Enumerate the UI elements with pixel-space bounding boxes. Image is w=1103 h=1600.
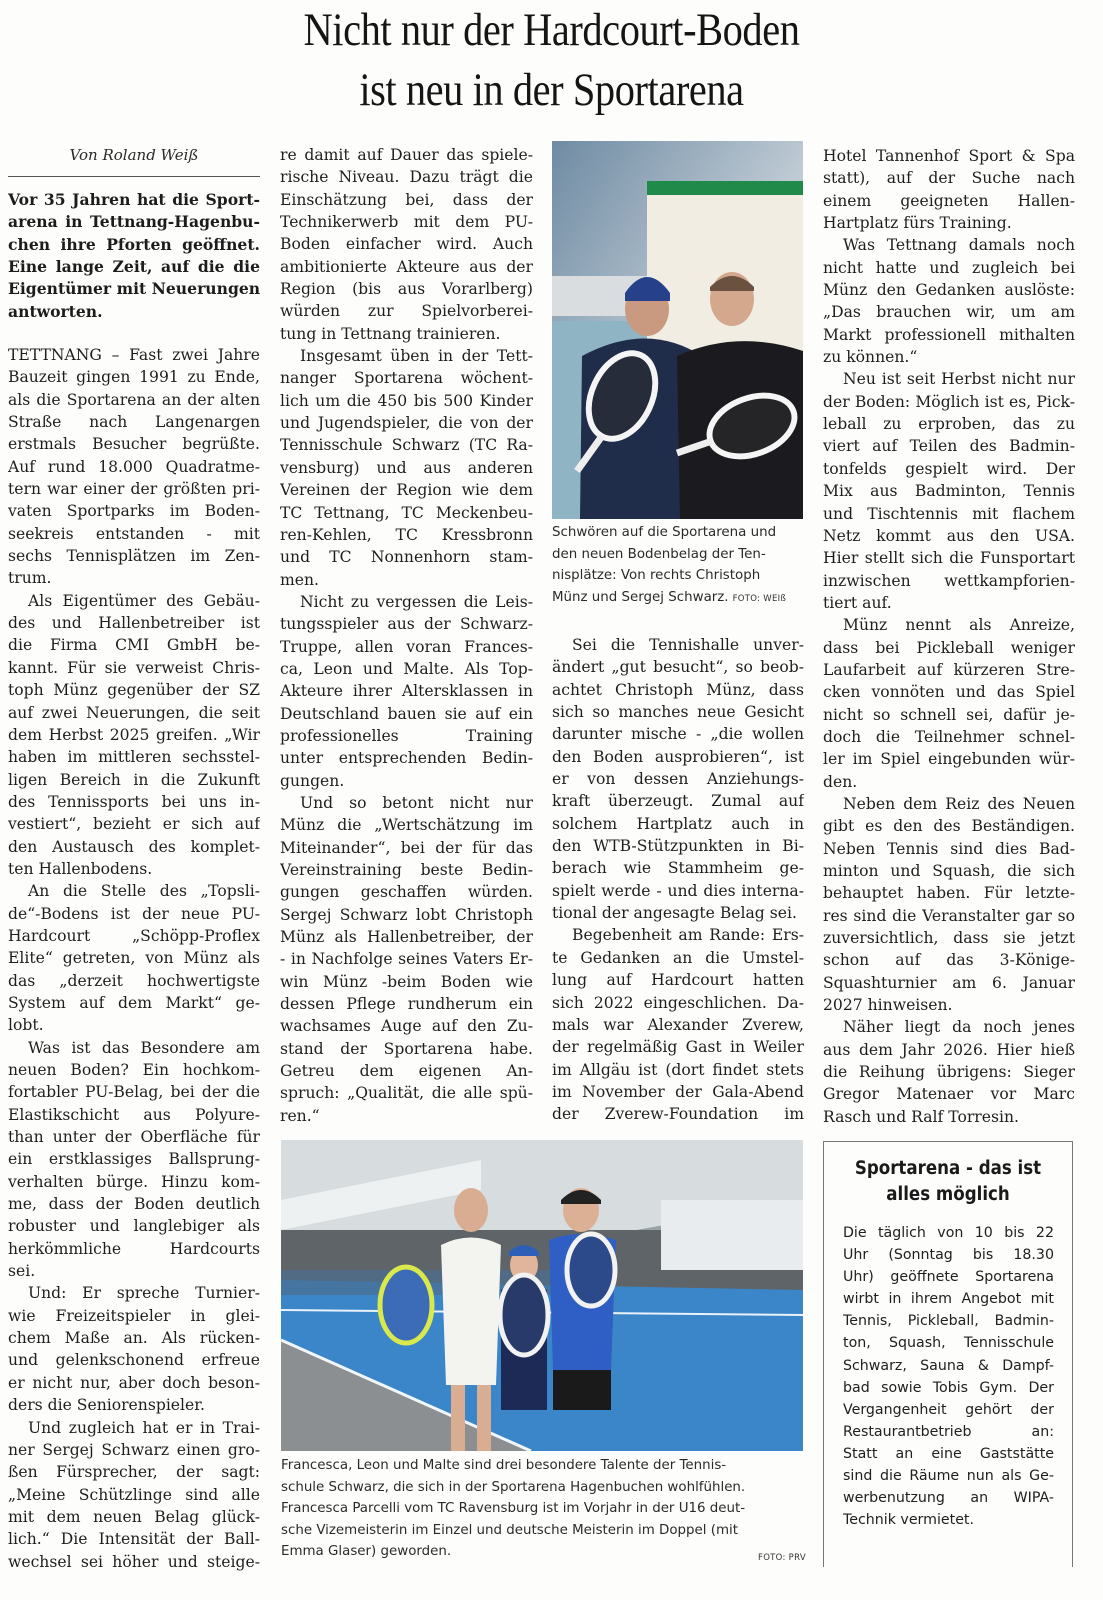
text-line: fortabler PU-Belag, bei der die — [8, 1083, 260, 1102]
text-line: Bauzeit gingen 1991 zu Ende, — [8, 368, 260, 387]
text-line: cken vonnöten und das Spiel — [823, 683, 1075, 702]
text-line: tern war einer der größten pri- — [8, 480, 260, 499]
text-line: Münz die „Wertschätzung im — [280, 816, 533, 835]
photo-caption — [552, 522, 804, 610]
text-line: einem geeigneten Hallen- — [823, 191, 1075, 210]
lead-paragraph — [8, 189, 260, 323]
text-line: Netz kommt aus den USA. — [823, 526, 1075, 545]
text-line: „Das brauchen wir, um am — [823, 303, 1075, 322]
text-line: den Austausch des komplet- — [8, 837, 260, 856]
article-column-1 — [8, 344, 260, 1573]
headline-line: ist neu in der Sportarena — [359, 64, 744, 116]
text-line: win Münz -beim Boden wie — [280, 972, 533, 991]
text-line: ligen Bereich in die Zukunft — [8, 770, 260, 789]
text-line: „Meine Schützlinge sind alle — [8, 1485, 260, 1504]
text-line: der regelmäßig Gast in Weiler — [552, 1038, 804, 1057]
text-line: des und Hallenbetreiber ist — [8, 614, 260, 633]
text-line: wachsames Auge auf den Zu- — [280, 1017, 533, 1036]
text-line: sich so manches neue Gesicht — [552, 703, 804, 722]
text-line: Hartplatz fürs Training. — [823, 214, 1012, 233]
text-line: Tennisschule Schwarz (TC Ra- — [280, 436, 533, 455]
lead-line: arena in Tettnang-Hagenbu- — [8, 212, 260, 232]
info-box-line: Uhr (Sonntag bis 18.30 — [843, 1247, 1054, 1264]
text-line: re damit auf Dauer das spiele- — [280, 146, 533, 164]
info-box-line: Schwarz, Sauna & Dampf- — [843, 1357, 1054, 1374]
text-line: wie Freizeitspieler in glei- — [8, 1306, 260, 1325]
text-line: Akteure ihrer Altersklassen in — [280, 682, 533, 701]
info-box-line: Tennis, Pickleball, Badmin- — [843, 1313, 1054, 1330]
text-line: neuen Boden? Ein hochkom- — [8, 1061, 260, 1079]
text-line: erstmals Besucher begrüßte. — [8, 435, 260, 454]
text-line: ambitionierte Akteure aus der — [280, 257, 533, 276]
info-box-line: sind die Räume nun als Ge- — [843, 1468, 1054, 1485]
text-line: dem Herbst 2025 greifen. „Wir — [8, 725, 260, 744]
text-line: lich.“ Die Intensität der Ball- — [8, 1530, 260, 1549]
text-line: mals war Alexander Zverew, — [552, 1015, 804, 1034]
text-line: System auf dem Markt“ ge- — [8, 993, 260, 1012]
caption-line: Emma Glaser) geworden. — [281, 1544, 452, 1559]
text-line: Boden einfacher wird. Auch — [280, 235, 533, 254]
text-line: de“-Bodens ist der neue PU- — [8, 904, 260, 923]
text-line: Münz den Gedanken auslöste: — [823, 281, 1075, 300]
text-line: ein erstklassiges Ballsprung- — [8, 1150, 260, 1169]
text-line: men. — [280, 570, 320, 589]
text-line: würden zur Spielvorberei- — [280, 302, 533, 321]
text-line: Sergej Schwarz lobt Christoph — [280, 905, 533, 924]
text-line: die Firma CMI GmbH be- — [8, 636, 260, 655]
photo-credit: FOTO: WEIß — [732, 593, 787, 604]
headline-line: Nicht nur der Hardcourt-Boden — [303, 4, 800, 56]
text-line: Neu ist seit Herbst nicht nur — [843, 370, 1075, 389]
text-line: - in Nachfolge seines Vaters Er- — [280, 950, 533, 969]
text-line: Als Eigentümer des Gebäu- — [28, 591, 260, 610]
text-line: Technikerwerb mit dem PU- — [280, 213, 533, 232]
text-line: Und zugleich hat er in Trai- — [28, 1418, 260, 1437]
text-line: ders die Seniorenspieler. — [8, 1396, 205, 1415]
text-line: der Boden: Möglich ist es, Pick- — [823, 392, 1075, 411]
article-column-4 — [823, 145, 1075, 1128]
text-line: chem Maße an. Als rücken- — [8, 1329, 260, 1348]
text-line: Nicht zu vergessen die Leis- — [300, 592, 533, 611]
text-line: Laufarbeit auf kürzeren Stre- — [823, 660, 1075, 679]
text-line: gungen geschaffen würden. — [280, 883, 533, 902]
text-line: 2027 hinweisen. — [823, 996, 953, 1015]
text-line: Begebenheit am Rande: Ers- — [572, 926, 804, 945]
text-line: doch die Teilnehmer schnel- — [823, 727, 1075, 746]
text-line: me, dass der Boden deutlich — [8, 1195, 260, 1214]
text-line: lobt. — [8, 1016, 44, 1035]
text-line: minton und Squash, die sich — [823, 862, 1075, 880]
text-line: im November der Gala-Abend — [552, 1082, 804, 1101]
text-line: te Gedanken an die Umstel- — [552, 948, 804, 967]
text-line: spruch: „Qualität, die alle spü- — [280, 1084, 533, 1103]
text-line: und Jugendspieler, die von der — [280, 414, 533, 433]
caption-line-text: Münz und Sergej Schwarz. — [552, 589, 729, 605]
lead-line: chen ihre Pforten geöffnet. — [8, 234, 260, 254]
text-line: nicht so schnell sei, dafür je- — [823, 705, 1075, 724]
text-line: nicht hatte und zugleich bei — [823, 258, 1075, 277]
photo-caption — [281, 1455, 806, 1563]
text-line: gungen. — [280, 771, 345, 790]
text-line: im Allgäu ist (dort findet stets — [552, 1060, 804, 1079]
text-line: Münz nennt als Anreize, — [843, 616, 1075, 635]
text-line: des Tennissports bei uns in- — [8, 792, 260, 811]
text-line: Einschätzung bei, dass der — [280, 190, 533, 209]
text-line: TC Tettnang, TC Meckenbeu- — [280, 503, 533, 522]
text-line: Deutschland bauen sie auf ein — [280, 704, 533, 723]
text-line: Vereinen der Region wie dem — [280, 481, 533, 500]
text-line: Vereinstraining beste Bedin- — [280, 861, 533, 879]
text-line: than unter der Oberfläche für — [8, 1128, 260, 1147]
text-line: tiert auf. — [823, 593, 892, 612]
text-line: sich 2022 eingeschlichen. Da- — [552, 993, 804, 1012]
headline — [77, 0, 1026, 120]
article-column-2 — [280, 144, 533, 1127]
text-line: Hotel Tannenhof Sport & Spa — [823, 147, 1075, 165]
text-line: Neben Tennis sind dies Bad- — [823, 839, 1075, 858]
text-line: vestiert“, bezieht er sich auf — [8, 815, 260, 834]
caption-line: Francesca, Leon und Malte sind drei besondere Talente der Tennis- — [281, 1458, 727, 1473]
text-line: Miteinander“, bei der für das — [280, 838, 533, 857]
text-line: stand der Sportarena habe. — [280, 1039, 533, 1058]
text-line: ändert „gut besucht“, so beob- — [552, 658, 804, 677]
text-line: den WTB-Stützpunkten in Bi- — [552, 837, 804, 856]
photo-image — [281, 1140, 803, 1451]
photo-image — [552, 141, 803, 519]
text-line: schon auf das 3-Könige- — [823, 951, 1075, 970]
text-line: haben im mittleren sechsstel- — [8, 748, 260, 767]
text-line: Was Tettnang damals noch — [843, 236, 1075, 255]
text-line: kannt. Für sie verweist Chris- — [8, 658, 260, 677]
text-line: Truppe, allen voran Frances- — [280, 637, 533, 656]
text-line: zu können.“ — [823, 348, 918, 367]
text-line: auf zwei Neuerungen, die seit — [8, 703, 260, 722]
info-box-line: wirbt in ihrem Angebot mit — [843, 1291, 1054, 1308]
text-line: Region (bis aus Vorarlberg) — [280, 280, 533, 299]
text-line: Squashturnier am 6. Januar — [823, 973, 1075, 992]
text-line: statt), auf der Suche nach — [823, 169, 1075, 188]
text-line: res sind die Veranstalter gar so — [823, 906, 1075, 925]
text-line: vaten Sportparks im Boden- — [8, 502, 260, 521]
text-line: ren-Kehlen, TC Kressbronn — [280, 525, 533, 544]
text-line: ten Hallenbodens. — [8, 859, 153, 878]
info-box-line: Uhr) geöffnete Sportarena — [843, 1269, 1054, 1286]
info-box-line: Statt an eine Gaststätte — [843, 1445, 1054, 1462]
caption-line: den neuen Bodenbelag der Ten- — [552, 546, 766, 562]
text-line: und Tischtennis mit flachem — [823, 504, 1075, 523]
caption-line: nisplätze: Von rechts Christoph — [552, 568, 761, 583]
text-line: ca, Leon und Malte. Als Top- — [280, 659, 533, 678]
text-line: wechsel sei höher und steige- — [8, 1552, 260, 1571]
info-box-line: ton, Squash, Tennisschule — [843, 1335, 1054, 1352]
text-line: toph Münz gegenüber der SZ — [8, 681, 260, 700]
text-line: Straße nach Langenargen — [8, 413, 260, 432]
text-line: tional der angesagte Belag sei. — [552, 904, 797, 923]
text-line: ler im Spiel eingebunden wür- — [823, 750, 1075, 769]
text-line: Näher liegt da noch jenes — [843, 1018, 1075, 1037]
caption-line: Francesca Parcelli vom TC Ravensburg ist im Vorjahr in der U16 deut- — [281, 1501, 746, 1516]
text-line: ren.“ — [280, 1106, 320, 1125]
text-line: herkömmliche Hardcourts — [8, 1239, 260, 1258]
text-line: und TC Nonnenhorn stam- — [280, 548, 533, 567]
caption-line: Schwören auf die Sportarena und — [552, 525, 777, 540]
text-line: tonfelds gespielt wird. Der — [823, 459, 1075, 478]
byline: Von Roland Weiß — [69, 146, 199, 164]
text-line: Und so betont nicht nur — [300, 793, 533, 812]
text-line: unter entsprechenden Bedin- — [280, 749, 533, 768]
text-line: solchem Hartplatz auch in — [552, 814, 804, 833]
text-line: dass bei Pickleball weniger — [823, 638, 1075, 657]
info-box-line: Vergangenheit gehört der — [843, 1401, 1054, 1418]
text-line: Münz als Hallenbetreiber, der — [280, 928, 533, 947]
text-line: Und: Er spreche Turnier- — [28, 1284, 260, 1303]
photo-credit: FOTO: PRV — [758, 1553, 806, 1563]
info-box — [823, 1141, 1073, 1567]
text-line: Auf rund 18.000 Quadratme- — [8, 457, 260, 476]
byline-divider — [8, 176, 260, 177]
text-line: behauptet haben. Für letzte- — [823, 884, 1075, 903]
text-line: seekreis entstanden - mit — [8, 524, 260, 543]
text-line: achtet Christoph Münz, dass — [552, 680, 804, 699]
text-line: tung in Tettnang trainieren. — [280, 324, 501, 343]
text-line: professionelles Training — [280, 726, 533, 745]
text-line: den. — [823, 772, 858, 791]
info-box-line: bad sowie Tobis Gym. Der — [843, 1379, 1054, 1396]
text-line: Elite“ getreten, von Münz als — [8, 949, 260, 968]
text-line: er nicht nur, aber doch beson- — [8, 1373, 260, 1392]
text-line: TETTNANG – Fast zwei Jahre — [8, 346, 260, 364]
text-line: verhalten bürge. Hinzu kom- — [8, 1172, 260, 1191]
text-line: Gregor Matenaer vor Marc — [823, 1085, 1075, 1104]
text-line: tungsspieler aus der Schwarz- — [280, 615, 533, 634]
text-line: Getreu dem eigenen An- — [280, 1062, 533, 1081]
text-line: lung auf Hardcourt hatten — [552, 971, 804, 990]
text-line: ner Sergej Schwarz einen gro- — [8, 1440, 260, 1459]
text-line: inzwischen wettkampforien- — [823, 571, 1075, 590]
text-line: trum. — [8, 569, 52, 588]
lead-line: Eine lange Zeit, auf die die — [8, 257, 260, 277]
info-box-title-line: Sportarena - das ist — [854, 1158, 1042, 1179]
text-line: vensburg) und aus anderen — [280, 458, 533, 477]
lead-line: Eigentümer mit Neuerungen — [8, 279, 260, 299]
photo-young-players — [281, 1140, 803, 1451]
text-line: er von dessen Anziehungs- — [552, 770, 804, 789]
photo-men-with-rackets — [552, 141, 803, 519]
info-box-title-line: alles möglich — [886, 1184, 1010, 1205]
text-line: An die Stelle des „Topsli- — [28, 882, 260, 901]
text-line: dessen Pflege rundherum ein — [280, 995, 533, 1014]
text-line: Elastikschicht aus Polyure- — [8, 1105, 260, 1124]
text-line: robuster und langlebiger als — [8, 1217, 260, 1236]
text-line: darunter mische - „die wollen — [552, 725, 804, 744]
lead-line: antworten. — [8, 301, 103, 321]
article-column-3 — [552, 634, 804, 1126]
info-box-line: Technik vermietet. — [843, 1512, 974, 1529]
text-line: die Reihung übrigens: Sieger — [823, 1063, 1075, 1082]
text-line: Was ist das Besondere am — [28, 1038, 260, 1057]
text-line: sei. — [8, 1262, 36, 1281]
text-line: leball zu erproben, das zu — [823, 415, 1075, 434]
text-line: viert auf Teilen des Badmin- — [823, 437, 1075, 456]
caption-line — [552, 587, 804, 611]
text-line: Rasch und Ralf Torresin. — [823, 1107, 1019, 1126]
info-box-line: Die täglich von 10 bis 22 — [843, 1225, 1054, 1241]
info-box-title — [836, 1156, 1059, 1208]
text-line: mit dem neuen Belag glück- — [8, 1507, 260, 1526]
text-line: das „derzeit hochwertigste — [8, 971, 260, 990]
text-line: Markt professionell mithalten — [823, 325, 1075, 344]
text-line: gibt es den des Beständigen. — [823, 817, 1075, 836]
text-line: Sei die Tennishalle unver- — [572, 636, 804, 654]
text-line: Hier stellt sich die Funsportart — [823, 549, 1075, 568]
text-line: kraft überzeugt. Zumal auf — [552, 792, 804, 811]
text-line: Insgesamt üben in der Tett- — [300, 347, 533, 366]
text-line: sechs Tennisplätzen im Zen- — [8, 547, 260, 566]
text-line: lich um die 450 bis 500 Kinder — [280, 391, 533, 410]
lead-line: Vor 35 Jahren hat die Sport- — [8, 190, 260, 209]
text-line: berach wie Stammheim ge- — [552, 859, 804, 878]
text-line: Mix aus Badminton, Tennis — [823, 482, 1075, 501]
text-line: der Zverew-Foundation im — [552, 1105, 804, 1124]
text-line: rische Niveau. Dazu trägt die — [280, 168, 533, 187]
caption-line: schule Schwarz, die sich in der Sportarena Hagenbuchen wohlfühlen. — [281, 1479, 746, 1495]
text-line: und gelenkschonend erfreue — [8, 1351, 260, 1370]
text-line: zuversichtlich, dass sie jetzt — [823, 929, 1075, 948]
text-line: spielt werde - und dies interna- — [552, 881, 804, 900]
text-line: Hardcourt „Schöpp-Proflex — [8, 926, 260, 945]
text-line: Neben dem Reiz des Neuen — [843, 794, 1075, 813]
text-line: den Boden ausprobieren“, ist — [552, 747, 804, 766]
text-line: nanger Sportarena wöchent- — [280, 369, 533, 388]
text-line: ßen Fürsprecher, der sagt: — [8, 1463, 260, 1482]
text-line: als die Sportarena an der alten — [8, 390, 260, 409]
info-box-line: werbenutzung an WIPA- — [843, 1490, 1054, 1507]
text-line: aus dem Jahr 2026. Hier hieß — [823, 1040, 1075, 1059]
info-box-line: Restaurantbetrieb an: — [843, 1423, 1054, 1440]
caption-line: sche Vizemeisterin im Einzel und deutsche Meisterin im Doppel (mit — [281, 1522, 738, 1538]
info-box-body — [843, 1222, 1054, 1531]
